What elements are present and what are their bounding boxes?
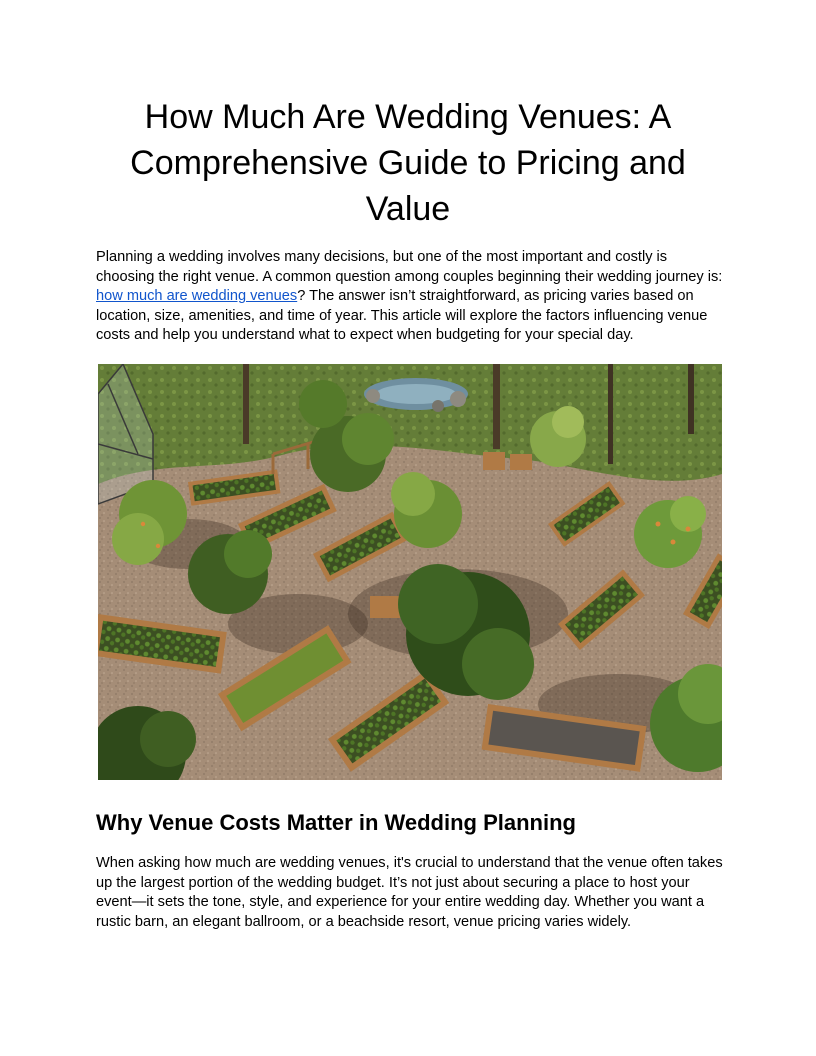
intro-text-after-link: ? The answer isn’t straightforward, as pricing varies based on location, size, amenities, and time of year. This article will explore the factors influencing venue costs and help you understand what to expect when budgeting for your special day. (96, 288, 708, 344)
hero-image (98, 364, 722, 780)
garden-illustration (98, 364, 722, 780)
intro-text-before-link: Planning a wedding involves many decisions, but one of the most important and costly is choosing the right venue. A common question among couples beginning their wedding journey is: (96, 249, 723, 285)
intro-paragraph (96, 248, 726, 346)
section-paragraph: When asking how much are wedding venues, it's crucial to understand that the venue often takes up the largest portion of the wedding budget. It’s not just about securing a place to host your event—it sets the tone, style, and experience for your entire wedding day. Whether you want a rustic barn, an elegant ballroom, or a beachside resort, venue pricing varies widely. (96, 855, 723, 930)
venue-cost-link[interactable]: how much are wedding venues (96, 288, 298, 305)
section-heading: Why Venue Costs Matter in Wedding Planning (96, 810, 576, 835)
page-title: How Much Are Wedding Venues: A Comprehensive Guide to Pricing and Value (130, 98, 686, 228)
